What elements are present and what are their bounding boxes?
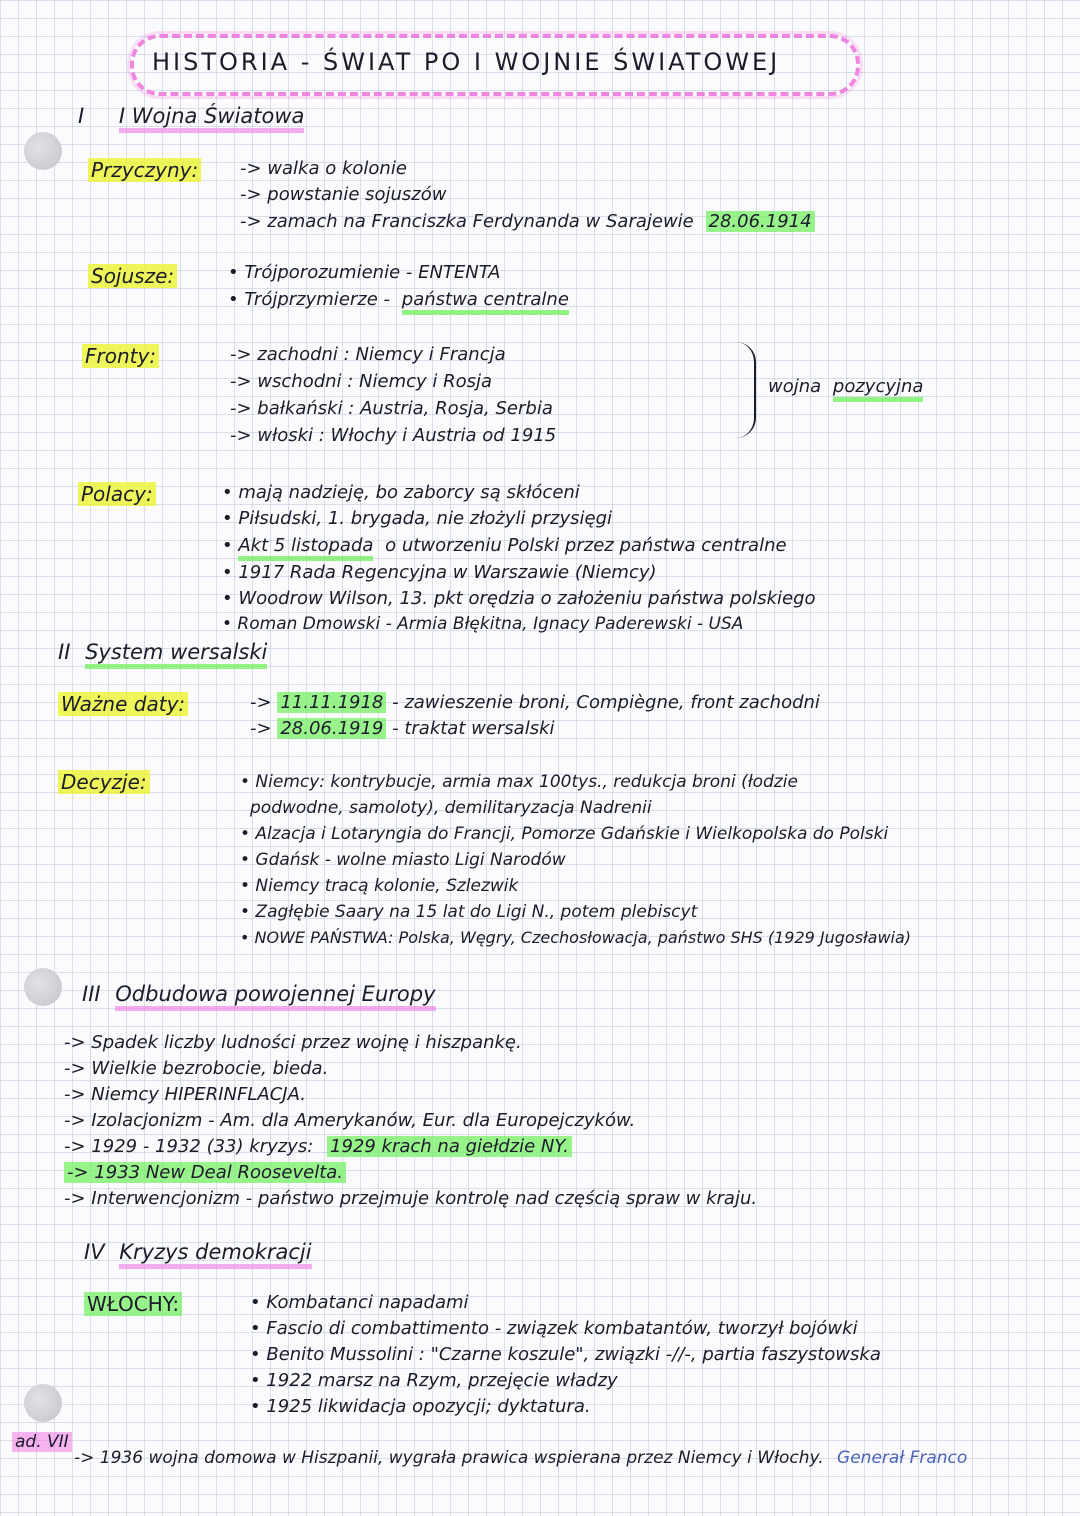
polacy-item: • Akt 5 listopada o utworzeniu Polski przez państwa centralne: [222, 535, 787, 556]
odbudowa-item: -> Spadek liczby ludności przez wojnę i hiszpankę.: [64, 1032, 522, 1053]
krach-highlight: 1929 krach na giełdzie NY.: [327, 1136, 572, 1157]
polacy-item: • Woodrow Wilson, 13. pkt orędzia o założeniu państwa polskiego: [222, 588, 816, 609]
label-sojusze: Sojusze:: [88, 264, 177, 288]
label-fronty: Fronty:: [82, 344, 159, 368]
label-wazne-daty: Ważne daty:: [58, 692, 188, 716]
date-item: -> 11.11.1918 - zawieszenie broni, Compiègne, front zachodni: [250, 692, 820, 713]
label-polacy: Polacy:: [78, 482, 156, 506]
wlochy-item: • Fascio di combattimento - związek kombatantów, tworzył bojówki: [250, 1318, 858, 1339]
polacy-item: • mają nadzieję, bo zaborcy są skłóceni: [222, 482, 580, 503]
page-title: HISTORIA - ŚWIAT PO I WOJNIE ŚWIATOWEJ: [152, 48, 781, 76]
label-przyczyny: Przyczyny:: [88, 158, 201, 182]
akt-rest: o utworzeniu Polski przez państwa centralne: [385, 535, 787, 556]
odbudowa-item: -> Interwencjonizm - państwo przejmuje kontrolę nad częścią spraw w kraju.: [64, 1188, 758, 1209]
section-title: Odbudowa powojennej Europy: [115, 982, 435, 1011]
kryzys-text: -> 1929 - 1932 (33) kryzys:: [64, 1136, 314, 1157]
akt-highlight: Akt 5 listopada: [238, 535, 373, 561]
binder-hole: [24, 132, 62, 170]
ad-note: [74, 1448, 967, 1468]
odbudowa-item: -> Niemcy HIPERINFLACJA.: [64, 1084, 306, 1105]
label-decyzje: Decyzje:: [58, 770, 150, 794]
odbudowa-item: -> Wielkie bezrobocie, bieda.: [64, 1058, 329, 1079]
polacy-item: • Roman Dmowski - Armia Błękitna, Ignacy Paderewski - USA: [222, 614, 744, 634]
front-item: -> bałkański : Austria, Rosja, Serbia: [230, 398, 553, 419]
sojusz-item: • Trójporozumienie - ENTENTA: [228, 262, 501, 283]
przyczyna-item: -> powstanie sojuszów: [240, 184, 447, 205]
section-number: II: [58, 640, 71, 664]
section-2-heading: [58, 640, 267, 664]
wojna-label: wojna: [768, 376, 822, 397]
wlochy-item: • 1922 marsz na Rzym, przejęcie władzy: [250, 1370, 618, 1391]
polacy-item: • 1917 Rada Regencyjna w Warszawie (Niemcy): [222, 562, 657, 583]
sojusz-text: • Trójprzymierze -: [228, 289, 391, 310]
ad-label: ad. VII: [12, 1432, 72, 1452]
section-4-heading: [84, 1240, 312, 1264]
date-highlight: 28.06.1914: [706, 211, 815, 232]
section-title: Kryzys demokracji: [119, 1240, 311, 1269]
decyzja-item: • Zagłębie Saary na 15 lat do Ligi N., potem plebiscyt: [240, 902, 698, 922]
wlochy-item: • Benito Mussolini : "Czarne koszule", związki -//-, partia faszystowska: [250, 1344, 881, 1365]
decyzja-item: • Niemcy tracą kolonie, Szlezwik: [240, 876, 519, 896]
label-wlochy: WŁOCHY:: [84, 1292, 182, 1316]
binder-hole: [24, 968, 62, 1006]
front-item: -> włoski : Włochy i Austria od 1915: [230, 425, 557, 446]
date-highlight: 11.11.1918: [277, 692, 386, 713]
ad-text: -> 1936 wojna domowa w Hiszpanii, wygrała prawica wspierana przez Niemcy i Włochy.: [74, 1448, 824, 1468]
sojusz-central: państwa centralne: [402, 289, 569, 315]
przyczyna-item: -> walka o kolonie: [240, 158, 407, 179]
section-1-heading: [78, 104, 304, 128]
section-title: I Wojna Światowa: [119, 104, 305, 133]
date-desc: - zawieszenie broni, Compiègne, front zachodni: [392, 692, 820, 713]
date-desc: - traktat wersalski: [392, 718, 555, 739]
section-title: System wersalski: [85, 640, 267, 669]
section-3-heading: [82, 982, 436, 1006]
decyzja-item: • Gdańsk - wolne miasto Ligi Narodów: [240, 850, 566, 870]
date-item: -> 28.06.1919 - traktat wersalski: [250, 718, 555, 739]
wojna-highlight: pozycyjna: [833, 376, 924, 402]
new-deal-highlight: -> 1933 New Deal Roosevelta.: [64, 1162, 346, 1183]
binder-hole: [24, 1384, 62, 1422]
decyzja-item: • NOWE PAŃSTWA: Polska, Węgry, Czechosłowacja, państwo SHS (1929 Jugosławia): [240, 928, 912, 947]
przyczyna-item: [240, 211, 815, 232]
franco-text: Generał Franco: [837, 1448, 968, 1468]
decyzja-item: podwodne, samoloty), demilitaryzacja Nadrenii: [250, 798, 652, 818]
odbudowa-item: [64, 1162, 346, 1183]
odbudowa-item: [64, 1136, 572, 1157]
section-number: III: [82, 982, 101, 1006]
front-item: -> zachodni : Niemcy i Francja: [230, 344, 506, 365]
decyzja-item: • Alzacja i Lotaryngia do Francji, Pomorze Gdańskie i Wielkopolska do Polski: [240, 824, 889, 844]
polacy-item: • Piłsudski, 1. brygada, nie złożyli przysięgi: [222, 508, 613, 529]
wlochy-item: • 1925 likwidacja opozycji; dyktatura.: [250, 1396, 591, 1417]
curly-brace: [732, 342, 756, 438]
odbudowa-item: -> Izolacjonizm - Am. dla Amerykanów, Eur. dla Europejczyków.: [64, 1110, 636, 1131]
przyczyna-text: -> zamach na Franciszka Ferdynanda w Sarajewie: [240, 211, 694, 232]
section-number: I: [78, 104, 85, 128]
sojusz-item: [228, 289, 569, 310]
decyzja-item: • Niemcy: kontrybucje, armia max 100tys., redukcja broni (łodzie: [240, 772, 798, 792]
section-number: IV: [84, 1240, 105, 1264]
date-highlight: 28.06.1919: [277, 718, 386, 739]
front-item: -> wschodni : Niemcy i Rosja: [230, 371, 493, 392]
wlochy-item: • Kombatanci napadami: [250, 1292, 469, 1313]
wojna-pozycyjna-note: [768, 376, 923, 397]
